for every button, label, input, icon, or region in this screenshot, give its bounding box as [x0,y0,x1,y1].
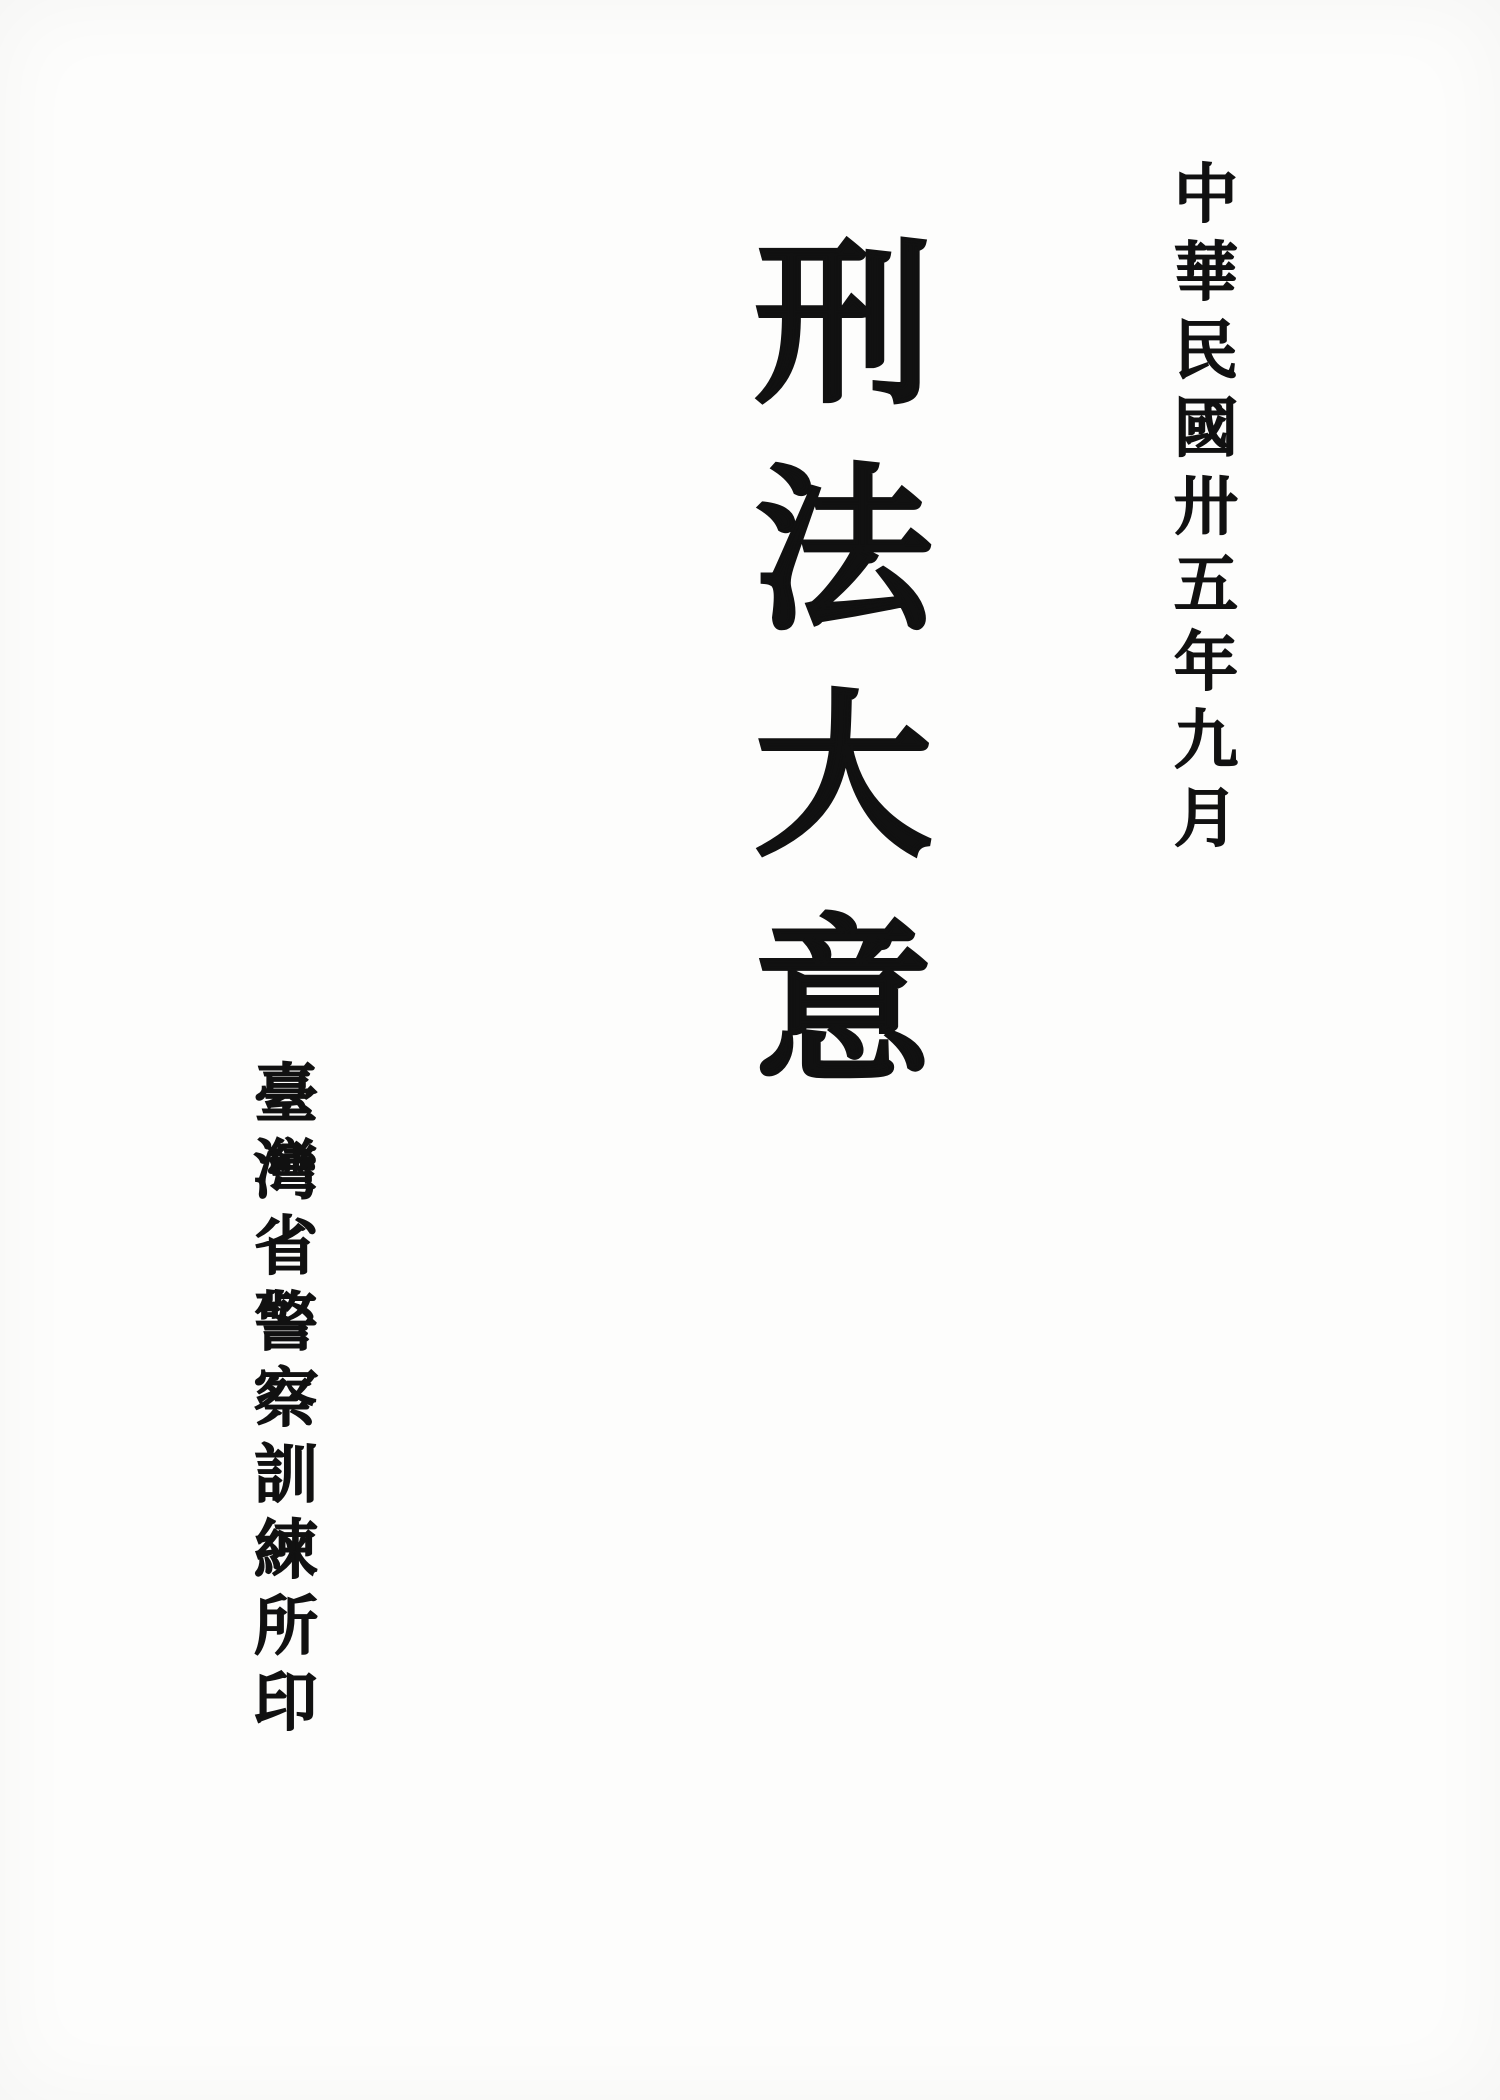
page-title: 刑法大意 [724,230,934,1134]
publisher-imprint: 臺灣省警察訓練所印 [243,1060,318,1744]
publication-date: 中華民國卅五年九月 [1163,160,1238,862]
